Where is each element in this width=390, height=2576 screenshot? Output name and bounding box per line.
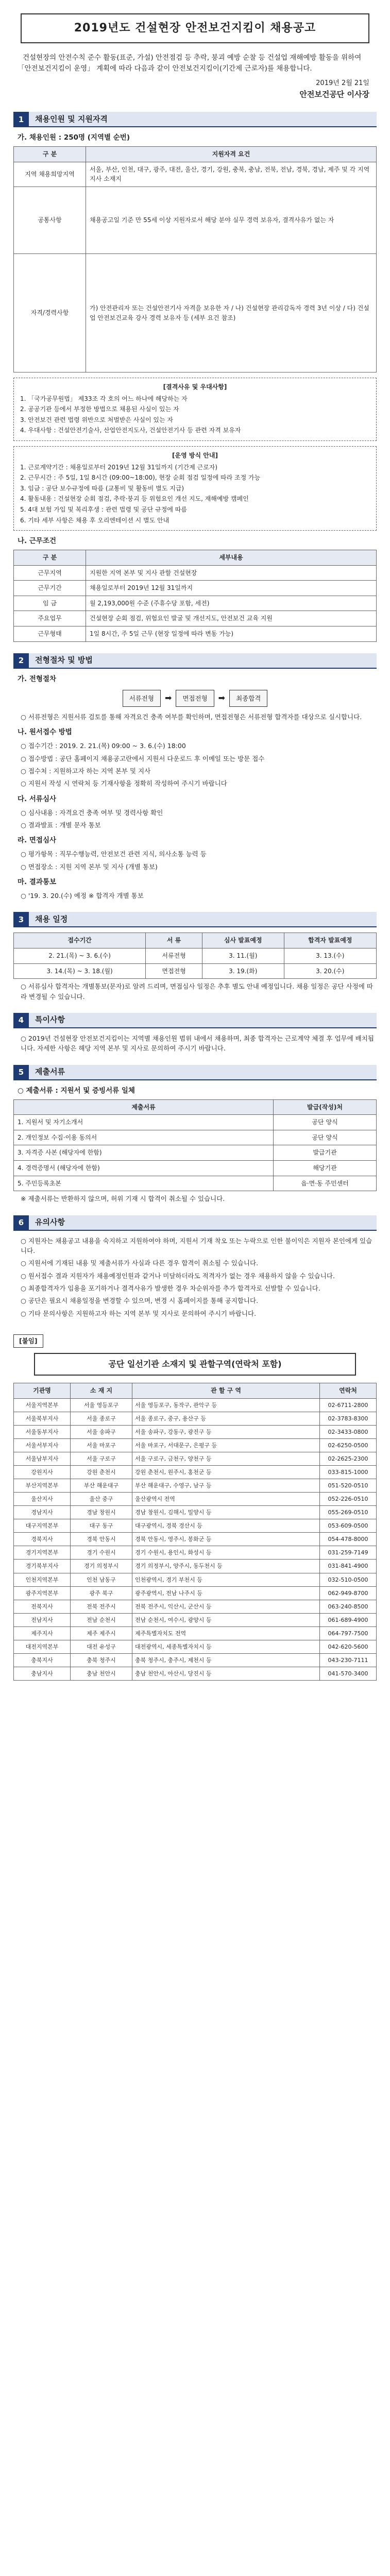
table-cell: 054-478-8000 (320, 1533, 377, 1546)
table-cell: 충북지사 (14, 1653, 71, 1667)
announcement-date: 2019년 2월 21일 (316, 79, 369, 87)
table-cell: 울산 중구 (71, 1493, 132, 1506)
table-row (14, 1130, 377, 1145)
table-cell: 대구지역본부 (14, 1519, 71, 1533)
table-row (14, 1573, 377, 1586)
table-row (14, 626, 377, 642)
table-cell: 광주광역시, 전남 나주시 등 (132, 1586, 320, 1600)
section-number: 6 (13, 1215, 29, 1231)
table-cell: 근무지역 (14, 565, 86, 581)
table-cell: 02-3783-8300 (320, 1412, 377, 1425)
office-directory-table (13, 1383, 377, 1681)
section-header-3 (13, 912, 377, 927)
table-cell: 광주 북구 (71, 1586, 132, 1600)
page-title: 2019년도 건설현장 안전보건지킴이 채용공고 (74, 22, 316, 35)
table-cell: 채용일로부터 2019년 12월 31일까지 (86, 581, 377, 596)
table-row (14, 1653, 377, 1667)
section-header-6 (13, 1215, 377, 1231)
table-row (14, 1439, 377, 1452)
list-item: ○ 평가항목 : 직무수행능력, 안전보건 관련 지식, 의사소통 능력 등 (21, 850, 207, 858)
table-row (14, 1506, 377, 1519)
table-cell: 충북 청주시 (71, 1653, 132, 1667)
table-cell: 광주지역본부 (14, 1586, 71, 1600)
table-row (14, 1452, 377, 1466)
table-cell: 부산 해운대구 (71, 1479, 132, 1493)
subheading: 나. 근무조건 (18, 537, 57, 546)
table-cell: 자격/경력사항 (14, 254, 86, 372)
paragraph: ○ 서류심사 합격자는 개별통보(문자)로 알려 드리며, 면접심사 일정은 추후 별도 안내 예정입니다. 채용 일정은 공단 사정에 따라 변경될 수 있습니다. (21, 982, 373, 1001)
table-header: 관 할 구 역 (132, 1383, 320, 1399)
table-cell: 공통사항 (14, 187, 86, 254)
table-cell: 3. 20.(수) (284, 963, 376, 979)
section-title: 채용 일정 (29, 912, 377, 927)
table-cell: 1일 8시간, 주 5일 근무 (현장 일정에 따라 변동 가능) (86, 626, 377, 642)
note-title: [운영 방식 안내] (172, 452, 218, 459)
process-flow (13, 690, 377, 707)
table-row (14, 581, 377, 596)
table-cell: 경기 의정부시, 양주시, 동두천시 등 (132, 1560, 320, 1573)
table-cell: 제주지사 (14, 1626, 71, 1640)
table-cell: 발급기관 (274, 1145, 377, 1161)
notice-box-disqualification (13, 378, 377, 441)
list-item: ○ 접수기간 : 2019. 2. 21.(목) 09:00 ~ 3. 6.(수) 18:00 (21, 742, 186, 750)
table-cell: 월 2,193,000원 수준 (주휴수당 포함, 세전) (86, 596, 377, 611)
table-header: 심사 발표예정 (202, 933, 284, 948)
section-header-5 (13, 1065, 377, 1080)
table-cell: 3. 13.(수) (284, 948, 376, 963)
table-cell: 02-3433-0800 (320, 1426, 377, 1439)
table-cell: 서울남부지사 (14, 1452, 71, 1466)
table-cell: 3. 자격증 사본 (해당자에 한함) (14, 1145, 274, 1161)
table-row (14, 162, 377, 187)
table-cell: 인천 남동구 (71, 1573, 132, 1586)
table-cell: 경기지역본부 (14, 1546, 71, 1560)
paragraph-list (13, 849, 377, 872)
table-cell: 062-949-8700 (320, 1586, 377, 1600)
section-number: 3 (13, 912, 29, 927)
table-cell: 서울 영등포구 (71, 1398, 132, 1412)
note-line: 1. 근로계약기간 : 채용일로부터 2019년 12월 31일까지 (기간제 근로자) (20, 463, 218, 471)
table-row (14, 1398, 377, 1412)
table-cell: 032-510-0500 (320, 1573, 377, 1586)
list-item: ○ 접수방법 : 공단 홈페이지 채용공고란에서 지원서 다운로드 후 이메일 또는 방문 접수 (21, 754, 265, 762)
table-cell: 인천지역본부 (14, 1573, 71, 1586)
table-row (14, 1626, 377, 1640)
table-cell: 경기 수원시 (71, 1546, 132, 1560)
table-cell: 공단 양식 (274, 1130, 377, 1145)
section-header-4 (13, 1013, 377, 1028)
table-row (14, 1560, 377, 1573)
list-item: ○ '19. 3. 20.(수) 예정 ※ 합격자 개별 통보 (21, 892, 144, 900)
table-cell: 경기북부지사 (14, 1560, 71, 1573)
paragraph-list (13, 808, 377, 831)
table-cell: 대전광역시, 세종특별자치시 등 (132, 1640, 320, 1653)
table-cell: 061-689-4900 (320, 1613, 377, 1626)
section-header-2 (13, 653, 377, 669)
table-row (14, 1426, 377, 1439)
table-cell: 경북 안동시, 영주시, 봉화군 등 (132, 1533, 320, 1546)
note-line: 2. 공공기관 등에서 부정한 방법으로 채용된 사실이 있는 자 (20, 405, 179, 413)
table-cell: 충남지사 (14, 1667, 71, 1680)
table-row (14, 1115, 377, 1130)
intro-paragraph: 건설현장의 안전수칙 준수 활동(표준, 가설) 안전점검 등 추락, 붕괴 예방 순찰 등 건설업 재해예방 활동을 위하여 「안전보건지킴이 운영」 계획에 따라 다음과 같이 안전보건지킴이(기간제 근로자)를 채용합니다. (18, 54, 362, 73)
table-cell: 채용공고일 기준 만 55세 이상 지원자로서 해당 분야 실무 경력 보유자, 결격사유가 없는 자 (86, 187, 377, 254)
paragraph-list (13, 981, 377, 1002)
table-cell: 02-6250-0500 (320, 1439, 377, 1452)
table-cell: 031-841-4900 (320, 1560, 377, 1573)
table-cell: 임 금 (14, 596, 86, 611)
table-header: 제출서류 (14, 1099, 274, 1115)
table-row (14, 1613, 377, 1626)
subheading: 나. 원서접수 방법 (18, 728, 72, 737)
section-number: 1 (13, 112, 29, 127)
table-header: 발급(작성)처 (274, 1099, 377, 1115)
table-cell: 부산 해운대구, 수영구, 남구 등 (132, 1479, 320, 1493)
table-cell: 대전 유성구 (71, 1640, 132, 1653)
paragraph-list (13, 1194, 377, 1204)
table-cell: 근무기간 (14, 581, 86, 596)
schedule-table (13, 933, 377, 979)
table-cell: 서울, 부산, 인천, 대구, 광주, 대전, 울산, 경기, 강원, 충북, 충남, 전북, 전남, 경북, 경남, 제주 및 각 지역 지사 소재지 (86, 162, 377, 187)
table-cell: 서울북부지사 (14, 1412, 71, 1425)
table-cell: 전북지사 (14, 1600, 71, 1613)
paragraph-list (13, 712, 377, 722)
table-row (14, 565, 377, 581)
table-cell: 041-570-3400 (320, 1667, 377, 1680)
table-cell: 지원한 지역 본부 및 지사 관할 건설현장 (86, 565, 377, 581)
table-cell: 서울 송파구, 강동구, 광진구 등 (132, 1426, 320, 1439)
table-cell: 서울 구로구 (71, 1452, 132, 1466)
table-cell: 부산지역본부 (14, 1479, 71, 1493)
table-cell: 055-269-0510 (320, 1506, 377, 1519)
table-cell: 052-226-0510 (320, 1493, 377, 1506)
table-row (14, 611, 377, 626)
table-row (14, 948, 377, 963)
table-cell: 033-815-1000 (320, 1466, 377, 1479)
table-cell: 5. 주민등록초본 (14, 1176, 274, 1191)
section-title: 유의사항 (29, 1215, 377, 1231)
table-row (14, 1533, 377, 1546)
paragraph-list (13, 1033, 377, 1054)
table-cell: 2. 개인정보 수집·이용 동의서 (14, 1130, 274, 1145)
table-cell: 충남 천안시 (71, 1667, 132, 1680)
section-header-1 (13, 112, 377, 127)
table-cell: 건설현장 순회 점검, 위험요인 발굴 및 개선지도, 안전보건 교육 지원 (86, 611, 377, 626)
table-cell: 대구 동구 (71, 1519, 132, 1533)
arrow-right-icon: ➡ (164, 692, 172, 703)
office-directory-body (14, 1398, 377, 1680)
section-title: 전형절차 및 방법 (29, 653, 377, 669)
list-item: ○ 면접장소 : 지원 지역 본부 및 지사 (개별 통보) (21, 862, 158, 871)
table-header: 합격자 발표예정 (284, 933, 376, 948)
table-cell: 서울 송파구 (71, 1426, 132, 1439)
paragraph: ※ 제출서류는 반환하지 않으며, 허위 기재 시 합격이 취소될 수 있습니다. (21, 1195, 225, 1203)
documents-table (13, 1099, 377, 1192)
table-cell: 울산광역시 전역 (132, 1493, 320, 1506)
table-cell: 3. 14.(목) ~ 3. 18.(월) (14, 963, 146, 979)
table-cell: 경기 의정부시 (71, 1560, 132, 1573)
table-cell: 면접전형 (146, 963, 202, 979)
table-row (14, 1412, 377, 1425)
table-cell: 서울동부지사 (14, 1426, 71, 1439)
table-cell: 서울 종로구 (71, 1412, 132, 1425)
table-row (14, 1160, 377, 1176)
table-cell: 서울 구로구, 금천구, 양천구 등 (132, 1452, 320, 1466)
table-cell: 3. 19.(화) (202, 963, 284, 979)
table-header: 서 류 (146, 933, 202, 948)
table-cell: 제주특별자치도 전역 (132, 1626, 320, 1640)
table-cell: 인천광역시, 경기 부천시 등 (132, 1573, 320, 1586)
table-row (14, 1176, 377, 1191)
table-row (14, 187, 377, 254)
table-cell: 053-609-0500 (320, 1519, 377, 1533)
paragraph: ○ 2019년 건설현장 안전보건지킴이는 지역별 채용인원 범위 내에서 채용하며, 최종 합격자는 근로계약 체결 후 업무에 배치됩니다. 자세한 사항은 해당 지역 본부 및 지사로 문의하여 주시기 바랍니다. (21, 1034, 374, 1053)
list-item: ○ 지원서에 기재된 내용 및 제출서류가 사실과 다른 경우 합격이 취소될 수 있습니다. (21, 1259, 259, 1267)
table-row (14, 1493, 377, 1506)
table-cell: 4. 경력증명서 (해당자에 한함) (14, 1160, 274, 1176)
table-cell: 전북 전주시 (71, 1600, 132, 1613)
table-cell: 근무형태 (14, 626, 86, 642)
table-cell: 지역 채용희망지역 (14, 162, 86, 187)
subheading: 가. 전형절차 (18, 674, 57, 683)
issuing-organization: 안전보건공단 이사장 (299, 90, 369, 99)
flow-step: 최종합격 (229, 690, 267, 707)
table-cell: 읍·면·동 주민센터 (274, 1176, 377, 1191)
flow-step: 면접전형 (176, 690, 214, 707)
appendix-tag: [붙임] (13, 1334, 43, 1347)
table-header: 지원자격 요건 (86, 147, 377, 162)
table-cell: 해당기관 (274, 1160, 377, 1176)
table-cell: 전남 순천시, 여수시, 광양시 등 (132, 1613, 320, 1626)
list-item: ○ 지원서 작성 시 연락처 등 기재사항을 정확히 작성하여 주시기 바랍니다 (21, 779, 227, 788)
table-cell: 063-240-8500 (320, 1600, 377, 1613)
section-title: 특이사항 (29, 1013, 377, 1028)
note-line: 2. 근무시간 : 주 5일, 1일 8시간 (09:00~18:00), 현장 순회 점검 일정에 따라 조정 가능 (20, 474, 261, 482)
table-cell: 031-259-7149 (320, 1546, 377, 1560)
note-line: 1. 「국가공무원법」 제33조 각 호의 어느 하나에 해당하는 자 (20, 395, 188, 402)
list-item: ○ 최종합격자가 임용을 포기하거나 결격사유가 발생한 경우 차순위자를 추가 합격자로 선발할 수 있습니다. (21, 1284, 320, 1293)
section-title: 채용인원 및 지원자격 (29, 112, 377, 127)
table-row (14, 1667, 377, 1680)
table-cell: 경북 안동시 (71, 1533, 132, 1546)
table-row (14, 1466, 377, 1479)
note-line: 3. 안전보건 관련 법령 위반으로 처벌받은 사실이 있는 자 (20, 416, 173, 423)
paragraph-list (13, 1236, 377, 1319)
table-row (14, 1145, 377, 1161)
note-line: 4. 우대사항 : 건설안전기술사, 산업안전지도사, 건설안전기사 등 관련 자격 보유자 (20, 427, 241, 434)
table-cell: 서류전형 (146, 948, 202, 963)
table-cell: 서울 마포구 (71, 1439, 132, 1452)
list-item: ○ 지원자는 채용공고 내용을 숙지하고 지원하여야 하며, 지원서 기재 착오 또는 누락으로 인한 불이익은 지원자 본인에게 있습니다. (21, 1236, 372, 1255)
notice-box-operation (13, 446, 377, 531)
list-item: ○ 접수처 : 지원하고자 하는 지역 본부 및 지사 (21, 767, 151, 775)
table-cell: 강원지사 (14, 1466, 71, 1479)
table-cell: 경남지사 (14, 1506, 71, 1519)
table-cell: 서울 마포구, 서대문구, 은평구 등 (132, 1439, 320, 1452)
list-item: ○ 원서접수 결과 지원자가 채용예정인원과 같거나 미달하더라도 적격자가 없는 경우 채용하지 않을 수 있습니다. (21, 1272, 335, 1280)
table-header: 구 분 (14, 147, 86, 162)
table-header: 소 재 지 (71, 1383, 132, 1399)
table-cell: 1. 지원서 및 자기소개서 (14, 1115, 274, 1130)
table-header: 세부내용 (86, 550, 377, 566)
table-row (14, 1519, 377, 1533)
paragraph: ○ 서류전형은 지원서류 검토를 통해 자격요건 충족 여부를 확인하며, 면접전형은 서류전형 합격자를 대상으로 실시합니다. (21, 713, 362, 721)
table-cell: 가) 안전관리자 또는 건설안전기사 자격을 보유한 자 / 나) 건설현장 관리감독자 경력 3년 이상 / 다) 건설업 안전보건교육 강사 경력 보유자 등 (세부 요건 참조) (86, 254, 377, 372)
note-title: [결격사유 및 우대사항] (163, 383, 227, 391)
table-cell: 대구광역시, 경북 경산시 등 (132, 1519, 320, 1533)
table-cell: 강원 춘천시 (71, 1466, 132, 1479)
table-cell: 충남 천안시, 아산시, 당진시 등 (132, 1667, 320, 1680)
section-number: 4 (13, 1013, 29, 1028)
subheading: 마. 결과통보 (18, 878, 57, 887)
table-cell: 경남 창원시 (71, 1506, 132, 1519)
qualification-table (13, 146, 377, 372)
table-cell: 경북지사 (14, 1533, 71, 1546)
table-header: 접수기간 (14, 933, 146, 948)
table-cell: 공단 양식 (274, 1115, 377, 1130)
table-cell: 경기 수원시, 용인시, 화성시 등 (132, 1546, 320, 1560)
table-cell: 전남 순천시 (71, 1613, 132, 1626)
table-cell: 043-230-7111 (320, 1653, 377, 1667)
table-header: 연락처 (320, 1383, 377, 1399)
subheading: 가. 채용인원 : 250명 (지역별 순번) (18, 133, 130, 142)
table-cell: 경남 창원시, 김해시, 밀양시 등 (132, 1506, 320, 1519)
note-line: 5. 4대 보험 가입 및 복리후생 : 관련 법령 및 공단 규정에 따름 (20, 505, 187, 513)
table-cell: 울산지사 (14, 1493, 71, 1506)
table-row (14, 1586, 377, 1600)
table-row (14, 1479, 377, 1493)
note-line: 4. 활동내용 : 건설현장 순회 점검, 추락·붕괴 등 위험요인 개선 지도, 재해예방 캠페인 (20, 495, 249, 503)
table-cell: 제주 제주시 (71, 1626, 132, 1640)
note-line: 6. 기타 세부 사항은 채용 후 오리엔테이션 시 별도 안내 (20, 516, 169, 524)
subheading: ○ 제출서류 : 지원서 및 증빙서류 일체 (18, 1086, 135, 1095)
table-cell: 전북 전주시, 익산시, 군산시 등 (132, 1600, 320, 1613)
table-row (14, 1640, 377, 1653)
note-line: 3. 임금 : 공단 보수규정에 따름 (교통비 및 활동비 별도 지급) (20, 484, 184, 492)
table-header: 기관명 (14, 1383, 71, 1399)
table-row (14, 1546, 377, 1560)
title-box (21, 13, 369, 43)
table-cell: 서울 종로구, 중구, 용산구 등 (132, 1412, 320, 1425)
table-cell: 02-6711-2800 (320, 1398, 377, 1412)
table-cell: 서울지역본부 (14, 1398, 71, 1412)
table-row (14, 963, 377, 979)
table-cell: 서울 영등포구, 동작구, 관악구 등 (132, 1398, 320, 1412)
section-number: 2 (13, 653, 29, 669)
table-cell: 충북 청주시, 충주시, 제천시 등 (132, 1653, 320, 1667)
table-row (14, 254, 377, 372)
paragraph-list (13, 891, 377, 901)
table-header: 구 분 (14, 550, 86, 566)
list-item: ○ 공단은 필요시 채용일정을 변경할 수 있으며, 변경 시 홈페이지를 통해 공지합니다. (21, 1297, 259, 1305)
table-cell: 대전지역본부 (14, 1640, 71, 1653)
appendix-title: 공단 일선기관 소재지 및 관할구역(연락처 포함) (34, 1353, 356, 1376)
working-conditions-table (13, 550, 377, 642)
arrow-right-icon: ➡ (218, 692, 226, 703)
subheading: 라. 면접심사 (18, 836, 57, 845)
table-row (14, 596, 377, 611)
table-cell: 064-797-7500 (320, 1626, 377, 1640)
section-title: 제출서류 (29, 1065, 377, 1080)
subheading: 다. 서류심사 (18, 794, 57, 803)
table-cell: 051-520-0510 (320, 1479, 377, 1493)
list-item: ○ 심사내용 : 자격요건 충족 여부 및 경력사항 확인 (21, 808, 163, 817)
table-cell: 강원 춘천시, 원주시, 홍천군 등 (132, 1466, 320, 1479)
list-item: ○ 결과발표 : 개별 문자 통보 (21, 821, 101, 829)
section-number: 5 (13, 1065, 29, 1080)
table-cell: 전남지사 (14, 1613, 71, 1626)
table-cell: 3. 11.(월) (202, 948, 284, 963)
table-cell: 2. 21.(목) ~ 3. 6.(수) (14, 948, 146, 963)
list-item: ○ 기타 문의사항은 지원하고자 하는 지역 본부 및 지사로 문의하여 주시기 바랍니다. (21, 1309, 257, 1317)
table-cell: 주요업무 (14, 611, 86, 626)
table-row (14, 1600, 377, 1613)
table-cell: 02-2625-2300 (320, 1452, 377, 1466)
flow-step: 서류전형 (123, 690, 161, 707)
paragraph-list (13, 741, 377, 789)
table-cell: 042-620-5600 (320, 1640, 377, 1653)
table-cell: 서울서부지사 (14, 1439, 71, 1452)
